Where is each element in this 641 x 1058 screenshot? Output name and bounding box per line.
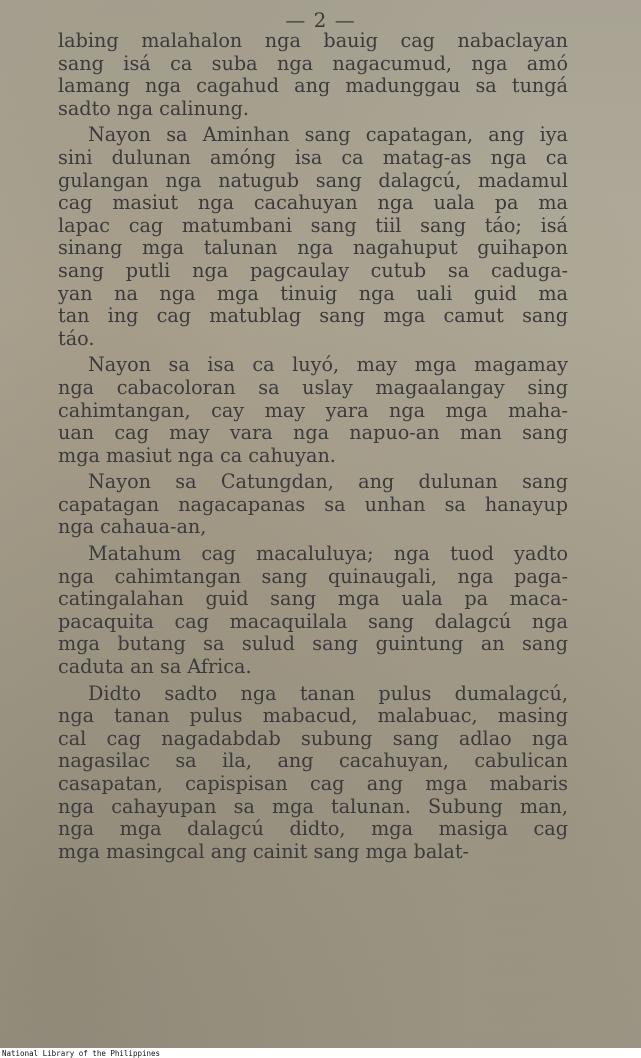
text-line: sang putli nga pagcaulay cutub sa caduga- — [58, 258, 568, 282]
text-line: táo. — [58, 326, 95, 350]
text-line: capatagan nagacapanas sa unhan sa hanayup — [58, 492, 568, 516]
text-line: tan ing cag matublag sang mga camut sang — [58, 304, 568, 328]
text-line: nga cahimtangan sang quinaugali, nga paga- — [58, 564, 568, 588]
paragraph — [58, 683, 568, 864]
text-line: uan cag may vara nga napuo-an man sang — [58, 421, 568, 445]
text-line: sini dulunan amóng isa ca matag-as nga ca — [58, 145, 568, 169]
text-line: mga masingcal ang cainit sang mga balat- — [58, 839, 470, 863]
text-line: catingalahan guid sang mga uala pa maca- — [58, 587, 568, 611]
text-line: caduta an sa Africa. — [58, 655, 252, 679]
text-line: Matahum cag macaluluya; nga tuod yadto — [88, 542, 568, 566]
text-line: gulangan nga natugub sang dalagcú, madamul — [58, 168, 568, 192]
page-number: — 2 — — [285, 8, 356, 32]
text-line: lapac cag matumbani sang tiil sang táo; isá — [58, 213, 568, 237]
text-line: mga masiut nga ca cahuyan. — [58, 443, 336, 467]
text-line: Nayon sa isa ca luyó, may mga magamay — [88, 353, 568, 377]
text-line: yan na nga mga tinuig nga uali guid ma — [58, 281, 568, 305]
text-line: labing malahalon nga bauig cag nabaclayan — [58, 29, 568, 52]
text-line: nga tanan pulus mabacud, malabuac, masing — [58, 704, 568, 728]
text-line: nagasilac sa ila, ang cacahuyan, cabulican — [58, 749, 568, 773]
text-line: nga cahayupan sa mga talunan. Subung man, — [58, 794, 568, 818]
paragraph — [58, 354, 568, 467]
text-line: pacaquita cag macaquilala sang dalagcú nga — [58, 609, 568, 633]
text-line: Didto sadto nga tanan pulus dumalagcú, — [88, 681, 568, 705]
library-credit: National Library of the Philippines — [2, 1049, 161, 1058]
text-line: Nayon sa Catungdan, ang dulunan sang — [88, 470, 568, 494]
text-line: Nayon sa Aminhan sang capatagan, ang iya — [88, 123, 568, 147]
text-line: cag masiut nga cacahuyan nga uala pa ma — [58, 191, 568, 215]
body-text — [58, 30, 568, 867]
paragraph — [58, 543, 568, 679]
text-line: nga mga dalagcú didto, mga masiga cag — [58, 817, 568, 841]
paragraph — [58, 30, 568, 120]
text-line: casapatan, capispisan cag ang mga mabaris — [58, 772, 568, 795]
text-line: sang isá ca suba nga nagacumud, nga amó — [58, 51, 568, 75]
text-line: sinang mga talunan nga nagahuput guihapon — [58, 236, 568, 260]
text-line: lamang nga cagahud ang madunggau sa tungá — [58, 74, 568, 98]
text-line: mga butang sa sulud sang guintung an sang — [58, 632, 568, 656]
text-line: cal cag nagadabdab subung sang adlao nga — [58, 726, 568, 750]
text-line: nga cahaua-an, — [58, 515, 207, 539]
text-line: sadto nga calinung. — [58, 96, 250, 120]
paragraph — [58, 471, 568, 539]
text-line: cahimtangan, cay may yara nga mga maha- — [58, 398, 568, 422]
paragraph — [58, 124, 568, 350]
text-line: nga cabacoloran sa uslay magaalangay sing — [58, 375, 568, 399]
